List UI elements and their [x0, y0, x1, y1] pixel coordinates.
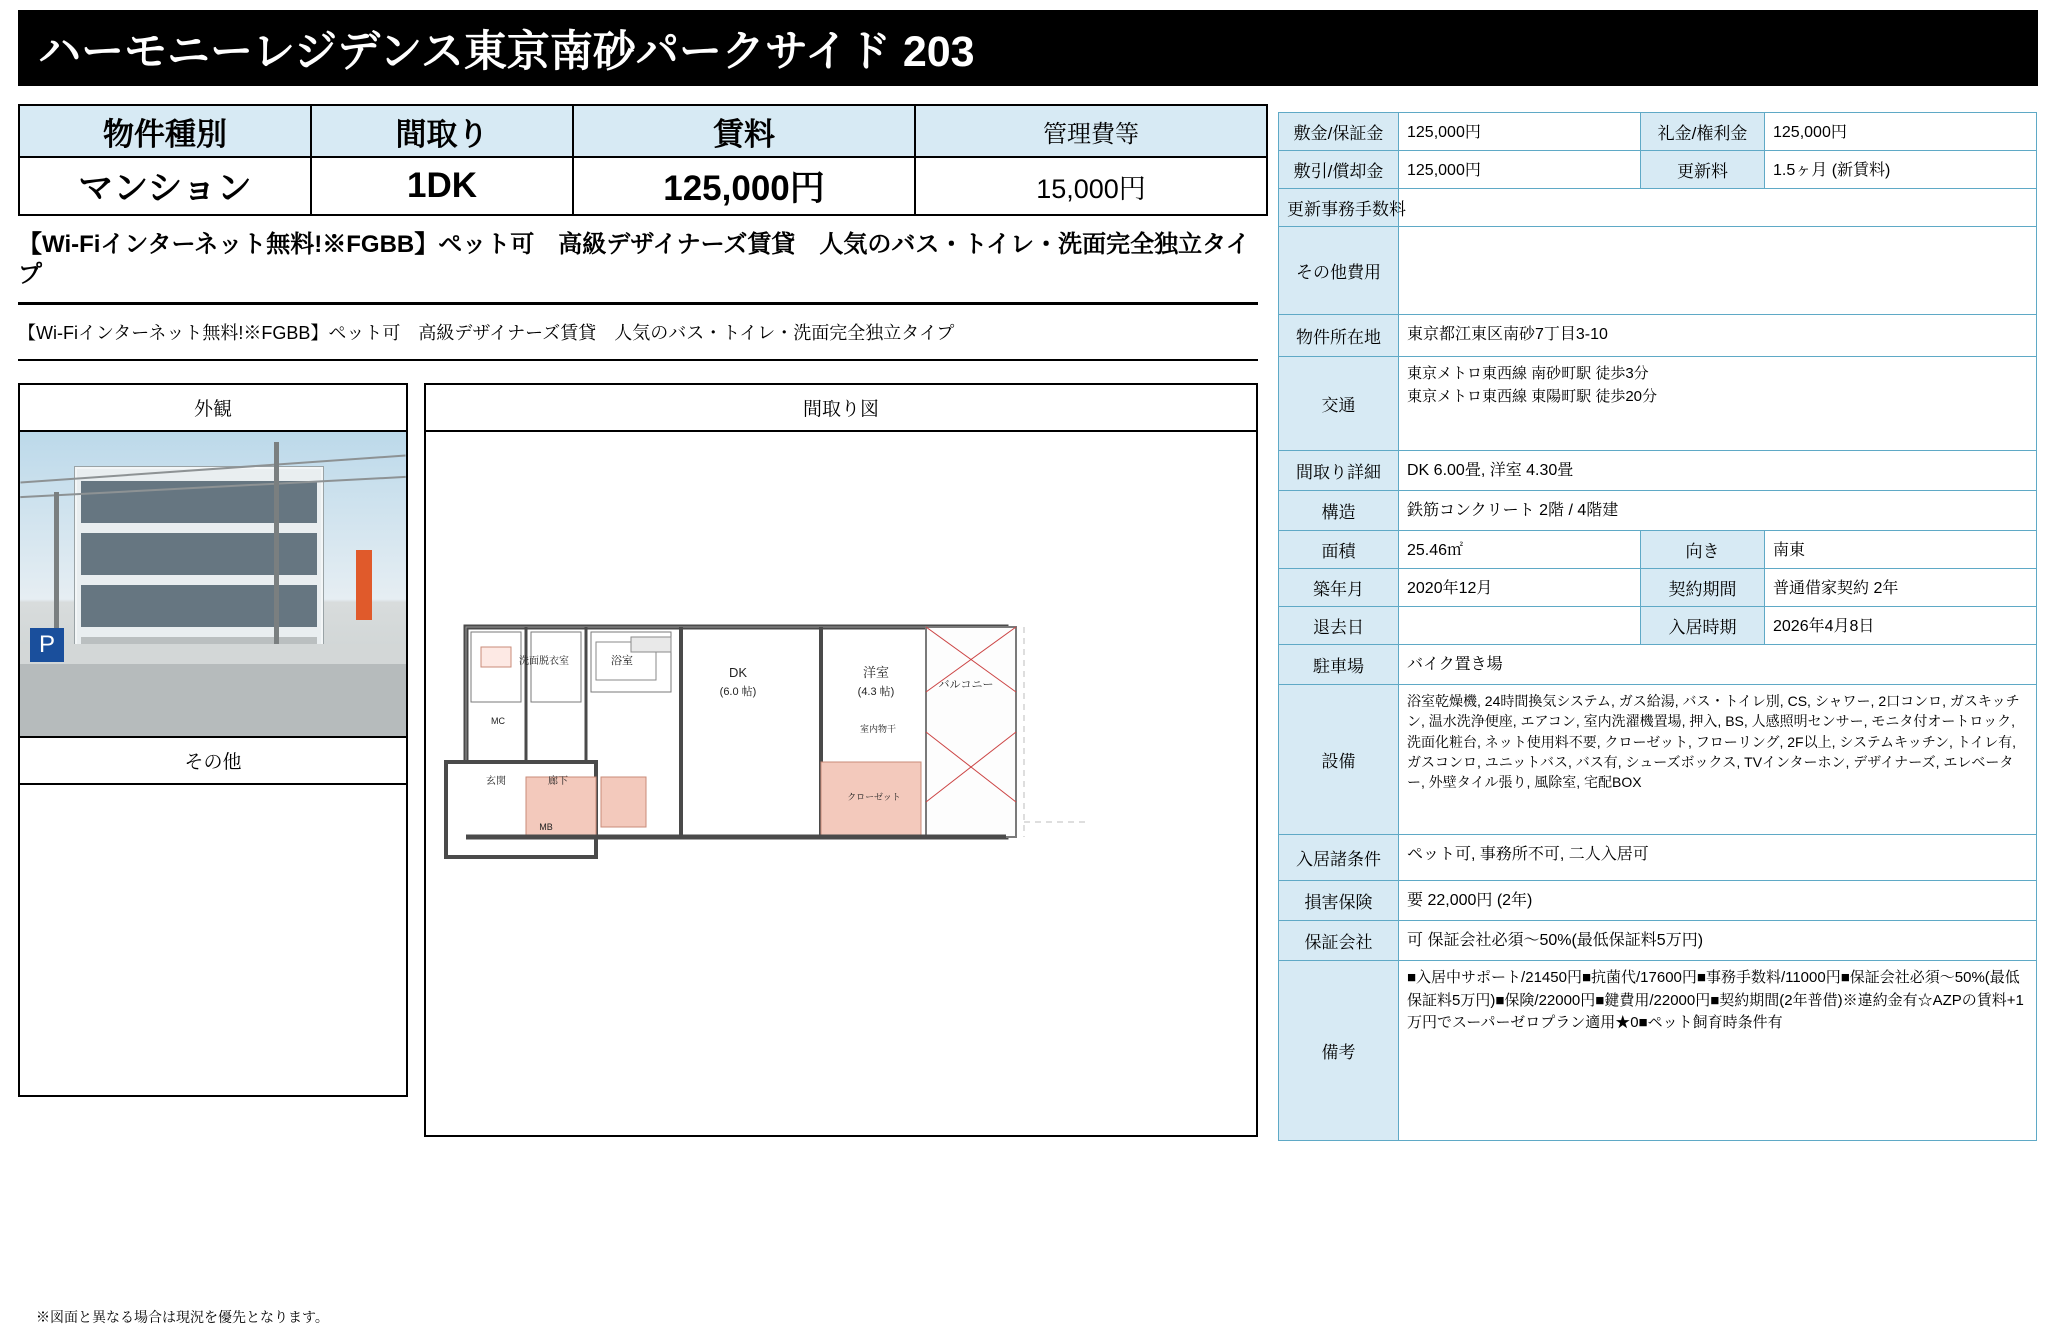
- value-renewal-admin: [1399, 189, 2037, 227]
- page-title: ハーモニーレジデンス東京南砂パークサイド 203: [38, 27, 975, 76]
- floorplan-caption: 間取り図: [426, 385, 1256, 432]
- value-renewal-fee: 1.5ヶ月 (新賃料): [1765, 151, 2037, 189]
- row-guarantor: [1279, 921, 2037, 961]
- value-area: 25.46㎡: [1399, 531, 1641, 569]
- value-key-money: 125,000円: [1765, 113, 2037, 151]
- summary-header-rent: 賃料: [573, 105, 915, 157]
- left-photo-stack: [18, 383, 408, 1137]
- summary-value-management-fee: 15,000円: [915, 157, 1267, 215]
- label-area: 面積: [1279, 531, 1399, 569]
- floorplan-image: [426, 432, 1256, 1135]
- left-column: [18, 104, 1266, 1325]
- exterior-photo: [20, 432, 406, 736]
- value-moveout: [1399, 607, 1641, 645]
- label-renewal-admin: 更新事務手数料: [1279, 189, 1399, 227]
- label-layout-detail: 間取り詳細: [1279, 451, 1399, 491]
- road: [20, 664, 406, 736]
- row-conditions: [1279, 835, 2037, 881]
- parking-sign: P: [30, 628, 64, 662]
- value-contract: 普通借家契約 2年: [1765, 569, 2037, 607]
- svg-text:クローゼット: クローゼット: [847, 792, 901, 802]
- building-floor: [81, 533, 317, 575]
- label-access: 交通: [1279, 357, 1399, 451]
- value-amortization: 125,000円: [1399, 151, 1641, 189]
- label-built: 築年月: [1279, 569, 1399, 607]
- value-direction: 南東: [1765, 531, 2037, 569]
- svg-text:室内物干: 室内物干: [859, 724, 897, 734]
- row-insurance: [1279, 881, 2037, 921]
- summary-value-rent: 125,000円: [573, 157, 915, 215]
- svg-text:玄関: 玄関: [486, 776, 506, 787]
- spec-table: [1278, 112, 2037, 1141]
- row-built: [1279, 569, 2037, 607]
- row-layout-detail: [1279, 451, 2037, 491]
- value-layout-detail: DK 6.00畳, 洋室 4.30畳: [1399, 451, 2037, 491]
- row-other-cost: [1279, 227, 2037, 315]
- building-floor: [81, 585, 317, 627]
- label-conditions: 入居諸条件: [1279, 835, 1399, 881]
- summary-table: [18, 104, 1268, 216]
- value-other-cost: [1399, 227, 2037, 315]
- other-caption: その他: [20, 738, 406, 785]
- summary-value-row: [19, 157, 1267, 215]
- row-access: [1279, 357, 2037, 451]
- photo-area: [18, 383, 1266, 1137]
- headline-text: 【Wi-Fiインターネット無料!※FGBB】ペット可 高級デザイナーズ賃貸 人気のバス・トイレ・洗面完全独立タイプ: [18, 230, 1258, 305]
- row-address: [1279, 315, 2037, 357]
- street-sign: [356, 550, 372, 620]
- label-facilities: 設備: [1279, 685, 1399, 835]
- label-movein: 入居時期: [1641, 607, 1765, 645]
- label-direction: 向き: [1641, 531, 1765, 569]
- svg-text:洗面脱衣室: 洗面脱衣室: [519, 656, 569, 667]
- row-moveout: [1279, 607, 2037, 645]
- value-built: 2020年12月: [1399, 569, 1641, 607]
- svg-text:浴室: 浴室: [611, 655, 633, 667]
- label-remarks: 備考: [1279, 961, 1399, 1141]
- sidewalk: [20, 644, 406, 664]
- row-area: [1279, 531, 2037, 569]
- value-conditions: ペット可, 事務所不可, 二人入居可: [1399, 835, 2037, 881]
- value-remarks: ■入居中サポート/21450円■抗菌代/17600円■事務手数料/11000円■保証会社必須〜50%(最低保証料5万円)■保険/22000円■鍵費用/22000円■契約期間(2年普借)※違約金有☆AZPの賃料+1万円でスーパーゼロプラン適用★0■ペット飼育時条件有: [1399, 961, 2037, 1141]
- exterior-photo-box: [18, 383, 408, 738]
- label-parking: 駐車場: [1279, 645, 1399, 685]
- exterior-caption: 外観: [20, 385, 406, 432]
- svg-text:MC: MC: [491, 716, 505, 726]
- label-address: 物件所在地: [1279, 315, 1399, 357]
- floorplan-box: [424, 383, 1258, 1137]
- row-renewal-admin: [1279, 189, 2037, 227]
- floorplan-footnote: ※図面と異なる場合は現況を優先となります。: [36, 1309, 329, 1325]
- label-structure: 構造: [1279, 491, 1399, 531]
- value-structure: 鉄筋コンクリート 2階 / 4階建: [1399, 491, 2037, 531]
- other-photo-empty: [20, 785, 406, 1095]
- summary-value-type: マンション: [19, 157, 311, 215]
- page-title-bar: [18, 10, 2038, 86]
- value-insurance: 要 22,000円 (2年): [1399, 881, 2037, 921]
- value-facilities: 浴室乾燥機, 24時間換気システム, ガス給湯, バス・トイレ別, CS, シャワー, 2口コンロ, ガスキッチン, 温水洗浄便座, エアコン, 室内洗濯機置場, 押入, BS, 人感照明センサー, モニタ付オートロック, 洗面化粧台, ネット使用料不要, クローゼット, フローリング, 2F以上, システムキッチン, トイレ有, ガスコンロ, ユニットバス, バス有, シューズボックス, TVインターホン, デザイナーズ, エレベーター, 外壁タイル張り, 風除室, 宅配BOX: [1399, 685, 2037, 835]
- summary-header-management-fee: 管理費等: [915, 105, 1267, 157]
- value-guarantor: 可 保証会社必須〜50%(最低保証料5万円): [1399, 921, 2037, 961]
- summary-value-layout: 1DK: [311, 157, 573, 215]
- value-access: 東京メトロ東西線 南砂町駅 徒歩3分 東京メトロ東西線 東陽町駅 徒歩20分: [1399, 357, 2037, 451]
- summary-header-row: [19, 105, 1267, 157]
- svg-text:洋室: 洋室: [862, 665, 890, 680]
- floorplan-svg: [426, 432, 1256, 1132]
- svg-text:バルコニー: バルコニー: [938, 679, 994, 691]
- label-guarantor: 保証会社: [1279, 921, 1399, 961]
- row-deposit: [1279, 113, 2037, 151]
- row-structure: [1279, 491, 2037, 531]
- label-amortization: 敷引/償却金: [1279, 151, 1399, 189]
- svg-text:(4.3 帖): (4.3 帖): [857, 686, 895, 698]
- value-movein: 2026年4月8日: [1765, 607, 2037, 645]
- summary-header-layout: 間取り: [311, 105, 573, 157]
- summary-header-type: 物件種別: [19, 105, 311, 157]
- row-amortization: [1279, 151, 2037, 189]
- value-deposit: 125,000円: [1399, 113, 1641, 151]
- label-moveout: 退去日: [1279, 607, 1399, 645]
- label-contract: 契約期間: [1641, 569, 1765, 607]
- row-remarks: [1279, 961, 2037, 1141]
- svg-text:MB: MB: [539, 822, 553, 832]
- label-deposit: 敷金/保証金: [1279, 113, 1399, 151]
- other-photo-box: [18, 738, 408, 1097]
- svg-text:廊下: 廊下: [548, 776, 568, 787]
- label-insurance: 損害保険: [1279, 881, 1399, 921]
- value-address: 東京都江東区南砂7丁目3-10: [1399, 315, 2037, 357]
- svg-text:DK: DK: [728, 665, 748, 680]
- label-renewal-fee: 更新料: [1641, 151, 1765, 189]
- value-parking: バイク置き場: [1399, 645, 2037, 685]
- spec-column: [1278, 112, 2036, 1141]
- label-key-money: 礼金/権利金: [1641, 113, 1765, 151]
- row-facilities: [1279, 685, 2037, 835]
- svg-text:(6.0 帖): (6.0 帖): [719, 686, 757, 698]
- label-other-cost: その他費用: [1279, 227, 1399, 315]
- row-parking: [1279, 645, 2037, 685]
- sub-headline-text: 【Wi-Fiインターネット無料!※FGBB】ペット可 高級デザイナーズ賃貸 人気のバス・トイレ・洗面完全独立タイプ: [18, 319, 1258, 361]
